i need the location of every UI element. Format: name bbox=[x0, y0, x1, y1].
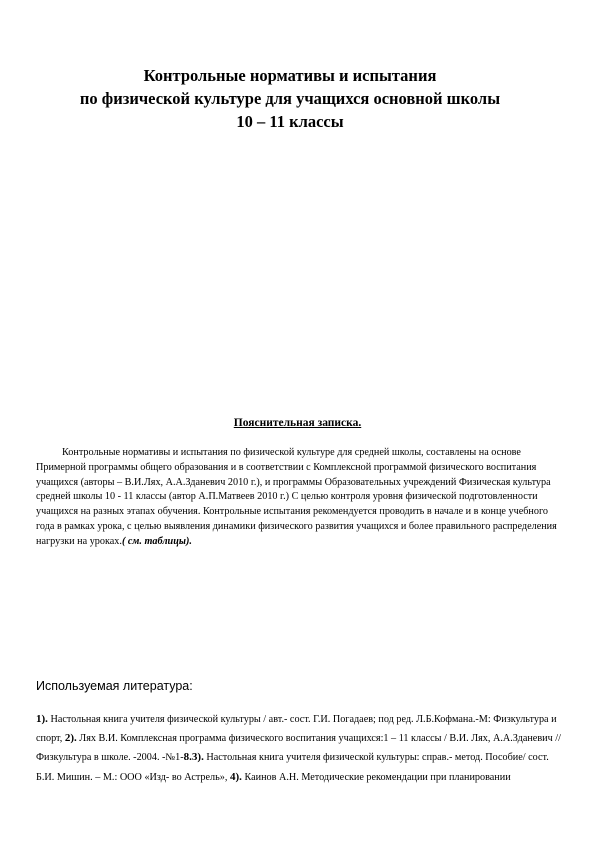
tables-reference: ( см. таблицы). bbox=[121, 535, 192, 547]
literature-item-number: 8.3). bbox=[183, 751, 204, 764]
literature-item-text: Каинов А.Н. Методические рекомендации при планировании bbox=[241, 771, 511, 783]
title-line-1: Контрольные нормативы и испытания bbox=[143, 66, 437, 85]
explanatory-note-body: Контрольные нормативы и испытания по физической культуре для средней школы, составлены на основе Примерной программы общего образования и в соответствии с Комплексной программой физического воспитания учащихся (авторы – В.И.Лях, А.А.Зданевич 2010 г.), и программы Образовательных учреждений Физическая культура средней школы 10 - 11 классы (автор А.П.Матвеев 2010 г.) С целью контроля уровня физической подготовленности учащихся на разных этапах обучения. Контрольные испытания рекомендуется проводить в начале и в конце учебного года в рамках урока, с целью выявления динамики физического развития учащихся и более правильного распределения нагрузки на уроках. bbox=[36, 447, 557, 547]
explanatory-note-paragraph bbox=[36, 446, 566, 550]
literature-item-text: Настольная книга учителя физической культуры: справ.- метод. Пособие/ сост. Б.И. Мишин. – М.: ООО «Изд- во Астрель», bbox=[36, 752, 549, 783]
title-line-2: по физической культуре для учащихся основной школы bbox=[79, 89, 501, 108]
document-title bbox=[0, 64, 580, 133]
literature-list bbox=[36, 710, 566, 787]
literature-item-text: Настольная книга учителя физической культуры / авт.- сост. Г.И. Погадаев; под ред. Л.Б.Кофмана.-М: Физкультура и спорт, bbox=[36, 714, 557, 745]
literature-item-number: 2). bbox=[64, 732, 77, 745]
literature-item-number: 1). bbox=[36, 713, 48, 725]
explanatory-note-heading: Пояснительная записка. bbox=[233, 417, 362, 429]
title-line-3: 10 – 11 классы bbox=[236, 112, 344, 131]
literature-heading: Используемая литература: bbox=[36, 679, 193, 693]
literature-item-text: Лях В.И. Комплексная программа физического воспитания учащихся:1 – 11 классы / В.И. Лях, А.А.Зданевич // Физкультура в школе. -2004. -№1- bbox=[36, 733, 561, 764]
literature-item-number: 4). bbox=[229, 770, 242, 783]
